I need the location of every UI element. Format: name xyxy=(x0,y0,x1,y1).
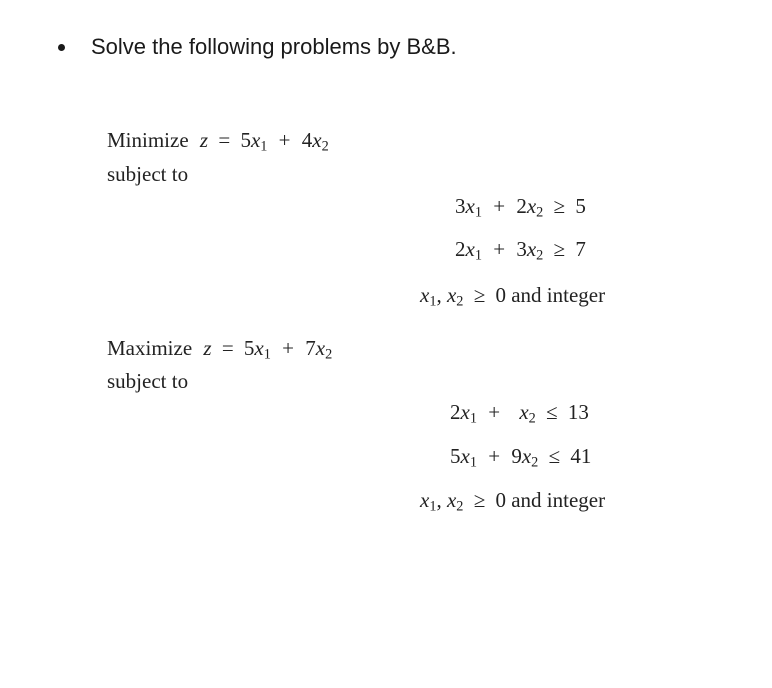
problem-2-domain: $x_1$, $x_2 \ge 0$ and integer xyxy=(420,488,606,515)
variable: x xyxy=(420,283,430,307)
coefficient: 5 xyxy=(243,336,255,360)
coefficient: 3 xyxy=(516,237,527,261)
coefficient: 2 xyxy=(450,400,461,424)
equals-sign: = xyxy=(221,336,234,360)
variable: x xyxy=(420,488,430,512)
problem-2-constraint-2 xyxy=(450,444,591,469)
operator: + xyxy=(488,400,501,424)
objective-variable: z xyxy=(199,128,209,152)
objective-word: Minimize xyxy=(107,128,189,152)
problem-1-domain: $x_1$, $x_2 \ge 0$ and integer xyxy=(420,283,606,310)
relation: ≥ xyxy=(473,488,486,512)
subscript: 1 xyxy=(474,247,482,264)
subscript: 2 xyxy=(536,204,544,221)
subscript: 2 xyxy=(456,498,464,515)
variable: x xyxy=(315,336,326,360)
variable: x xyxy=(526,194,537,218)
operator: + xyxy=(493,237,506,261)
problem-2-objective xyxy=(107,336,332,361)
coefficient: 3 xyxy=(455,194,466,218)
coefficient: 7 xyxy=(305,336,316,360)
relation: ≥ xyxy=(473,283,486,307)
variable: x xyxy=(465,194,475,218)
rhs-value: 41 xyxy=(570,444,592,468)
objective-variable: z xyxy=(203,336,212,360)
problem-2-subject-to: subject to xyxy=(107,369,189,393)
variable: x xyxy=(460,444,470,468)
variable: x xyxy=(446,283,457,307)
equals-sign: = xyxy=(218,128,231,152)
objective-word: Maximize xyxy=(107,336,193,360)
subscript: 1 xyxy=(474,204,482,221)
relation: ≤ xyxy=(546,400,558,424)
problem-1-objective xyxy=(107,128,329,153)
domain-text: 0 and integer xyxy=(495,488,606,512)
problem-2-constraint-1 xyxy=(450,400,589,425)
rhs-value: 7 xyxy=(575,237,586,261)
variable: x xyxy=(519,400,529,424)
bullet-icon xyxy=(58,44,65,51)
coefficient: 5 xyxy=(240,128,251,152)
coefficient: 5 xyxy=(450,444,461,468)
problem-1-subject-to: subject to xyxy=(107,162,189,186)
subscript: 2 xyxy=(325,346,333,363)
variable: x xyxy=(250,128,261,152)
subscript: 1 xyxy=(263,346,271,363)
variable: x xyxy=(446,488,457,512)
variable: x xyxy=(521,444,532,468)
domain-text: 0 and integer xyxy=(495,283,606,307)
relation: ≥ xyxy=(553,194,566,218)
subscript: 1 xyxy=(469,410,477,427)
operator: + xyxy=(282,336,294,360)
variable: x xyxy=(460,400,470,424)
rhs-value: 13 xyxy=(567,400,589,424)
coefficient: 2 xyxy=(455,237,466,261)
variable: x xyxy=(465,237,475,261)
subscript: 1 xyxy=(469,454,477,471)
coefficient: 2 xyxy=(516,194,527,218)
rhs-value: 5 xyxy=(575,194,586,218)
operator: + xyxy=(493,194,506,218)
variable: x xyxy=(526,237,537,261)
problem-1-constraint-1 xyxy=(455,194,586,219)
subscript: 2 xyxy=(536,247,544,264)
subscript: 2 xyxy=(456,293,464,310)
coefficient: 9 xyxy=(511,444,522,468)
operator: + xyxy=(488,444,501,468)
instruction-line xyxy=(58,34,457,60)
coefficient: 4 xyxy=(301,128,313,152)
variable: x xyxy=(254,336,264,360)
subscript: 2 xyxy=(531,454,539,471)
relation: ≥ xyxy=(553,237,566,261)
problem-1-constraint-2 xyxy=(455,237,586,262)
relation: ≤ xyxy=(548,444,561,468)
operator: + xyxy=(278,128,291,152)
instruction-text: Solve the following problems by B&B. xyxy=(91,34,457,59)
subscript: 2 xyxy=(528,410,536,427)
variable: x xyxy=(312,128,322,152)
subscript: 1 xyxy=(429,293,437,310)
subscript: 1 xyxy=(260,138,268,155)
subscript: 1 xyxy=(429,498,437,515)
subscript: 2 xyxy=(321,138,329,155)
